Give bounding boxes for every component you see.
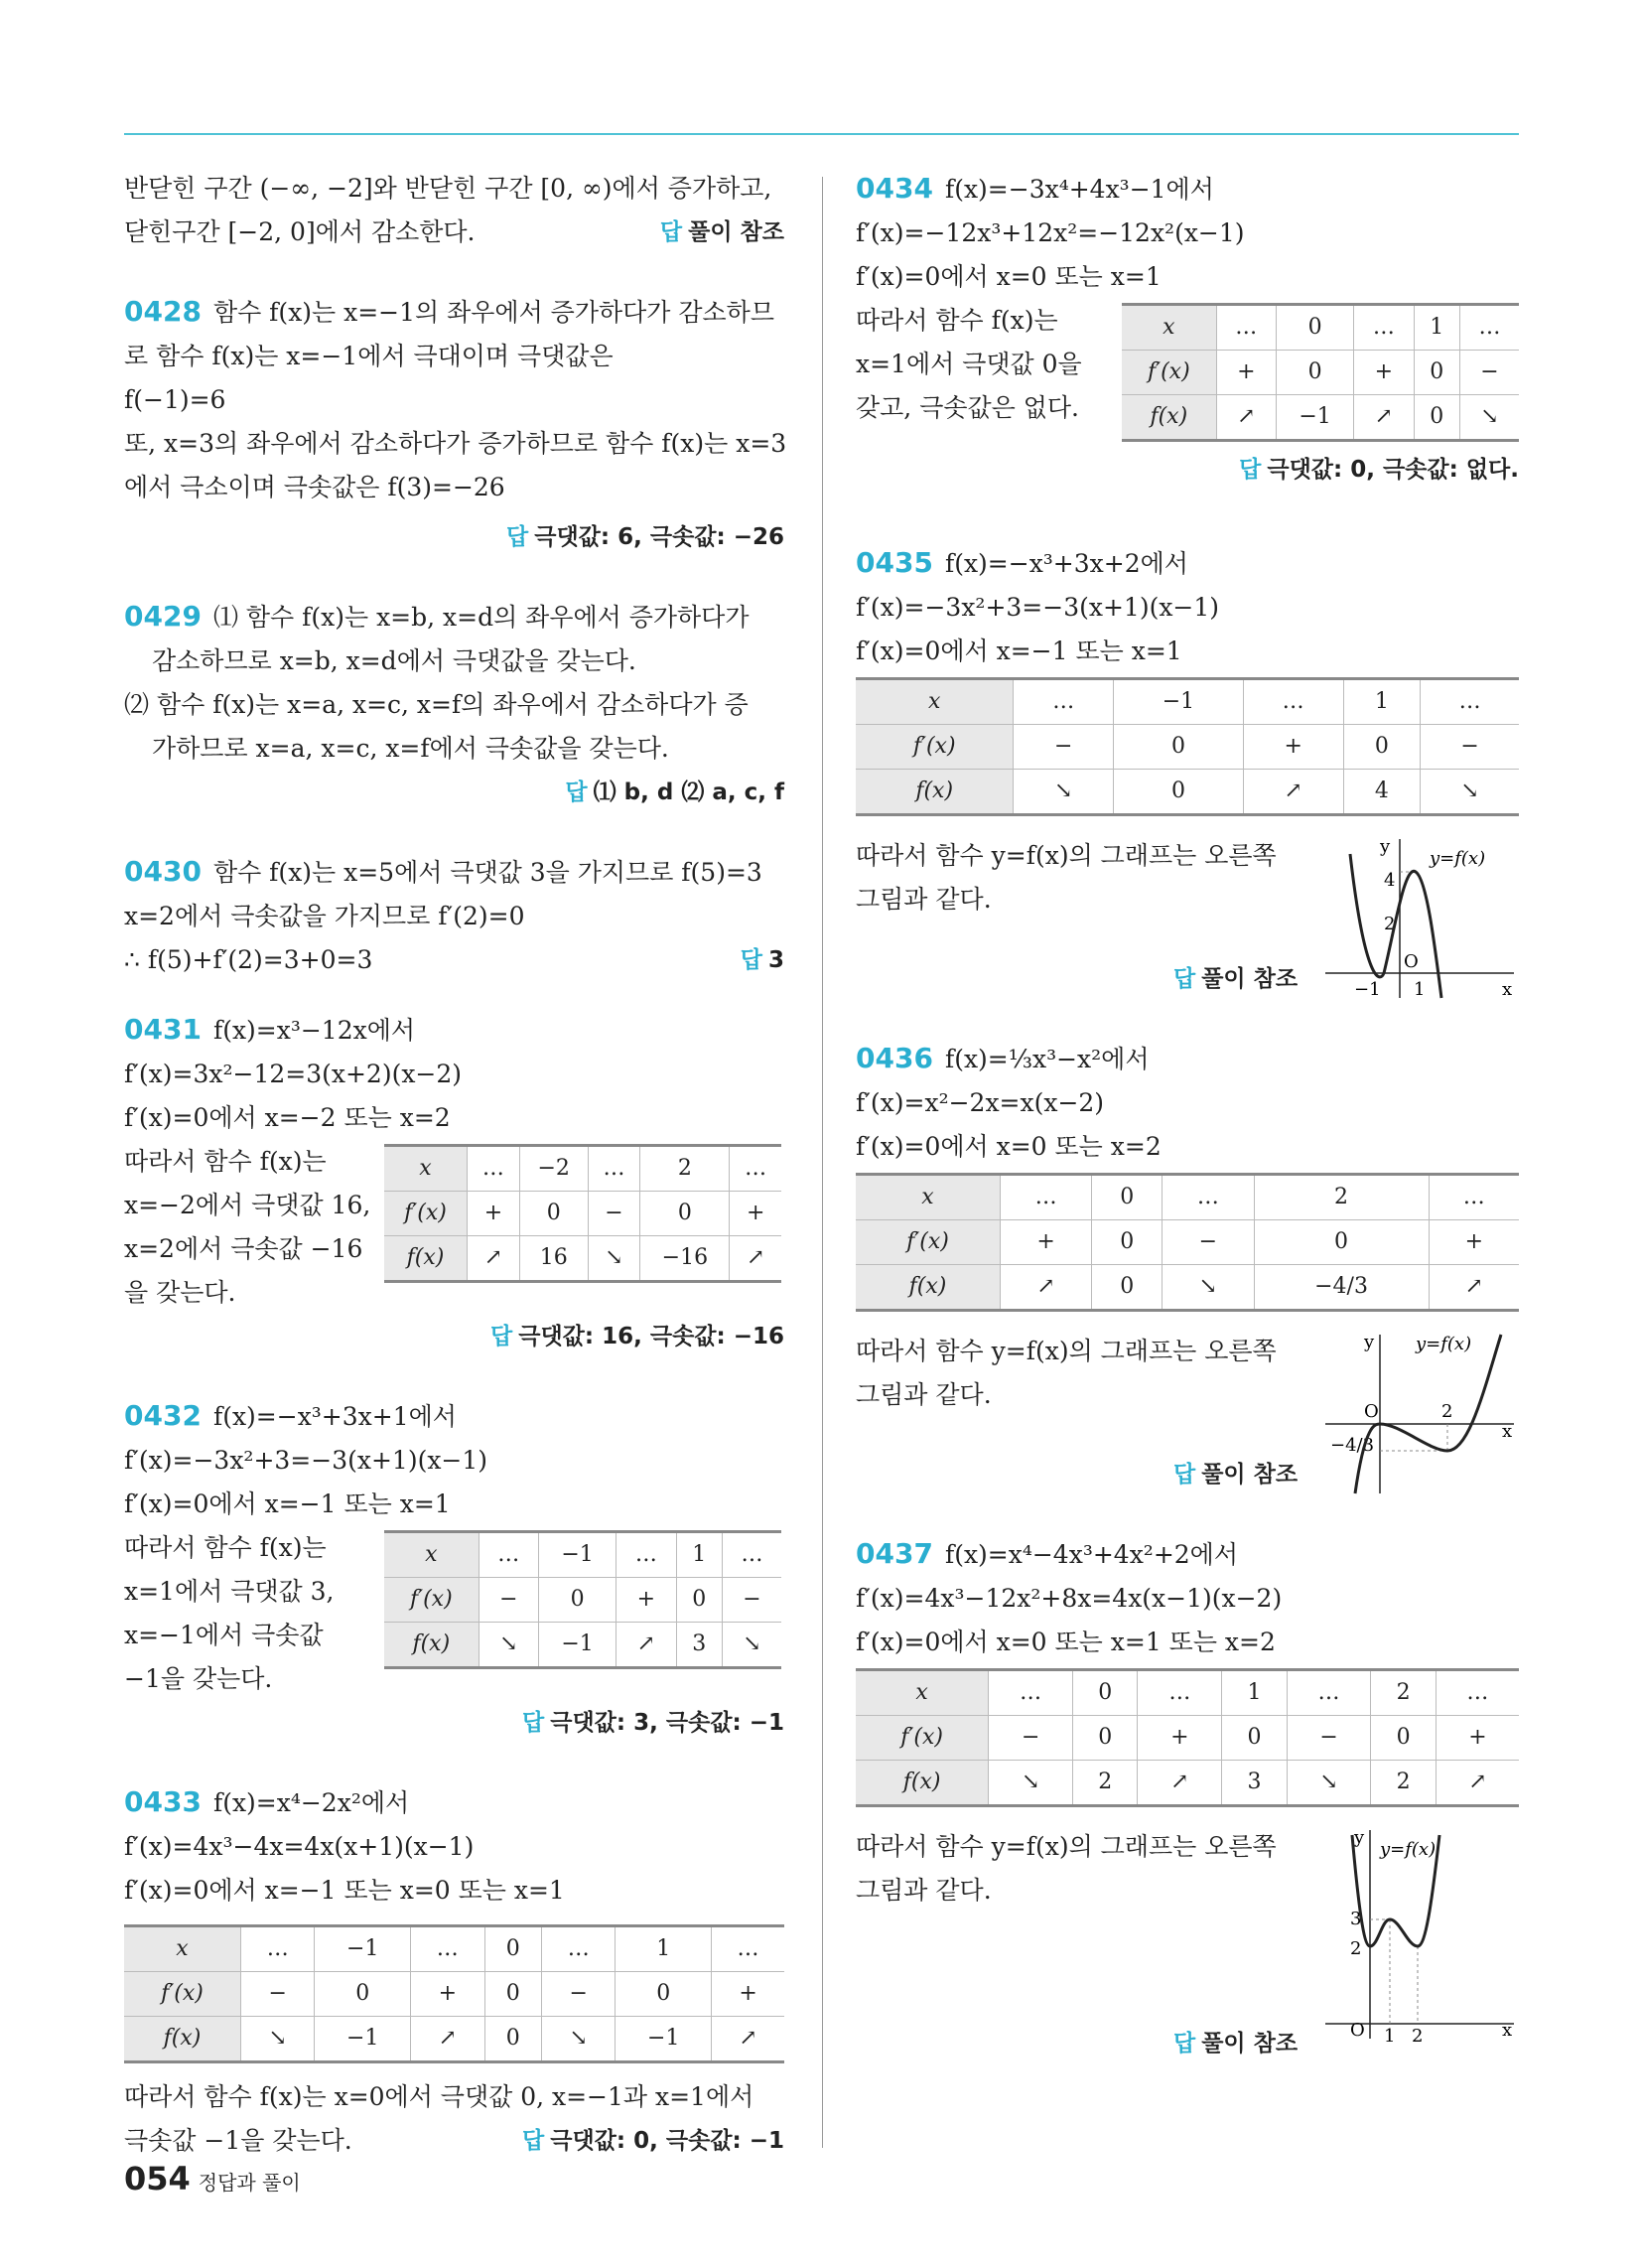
- table-cell: 2: [1371, 1761, 1436, 1806]
- table-cell: −16: [640, 1236, 730, 1282]
- answer: 답 풀이 참조: [659, 219, 784, 245]
- table-cell: …: [1000, 1175, 1091, 1220]
- table-cell: 16: [519, 1236, 588, 1282]
- svg-text:O: O: [1404, 951, 1419, 972]
- table-cell: +: [1436, 1716, 1519, 1761]
- table-row: [856, 1716, 1519, 1761]
- answer: 답 ⑴ b, d ⑵ a, c, f: [565, 780, 784, 805]
- table-cell: ↘: [1421, 770, 1519, 815]
- table-row: [856, 1175, 1519, 1220]
- table-cell: 0: [1092, 1220, 1163, 1265]
- table-cell: −: [1163, 1220, 1254, 1265]
- table-cell: …: [467, 1146, 519, 1192]
- table-cell: 0: [538, 1578, 616, 1623]
- table-cell: ↗: [1243, 770, 1343, 815]
- table-cell: ↘: [1287, 1761, 1371, 1806]
- intro-line: 닫힌구간 [−2, 0]에서 감소한다.: [124, 217, 476, 246]
- table-cell: ↘: [989, 1761, 1073, 1806]
- problem-0433: 0433 f(x)=x⁴−2x²에서 f′(x)=4x³−4x=4x(x+1)(x−1) f′(x)=0에서 x=−1 또는 x=0 또는 x=1 x … −1 … 0 … 1 … f′(x) − 0 + 0 − 0 + f(x) ↘ −1 ↗ 0 ↘ −1 ↗ 따라서 함수 f(x)는 x=0에서 극댓값 0, x=−1과 x=1에서 극솟값 −1을 갖는다. 답 극댓값: 0, 극솟값: −1: [124, 1780, 784, 2163]
- table-cell: 2: [1254, 1175, 1429, 1220]
- table-cell: +: [1216, 351, 1276, 395]
- table-cell: 0: [1092, 1175, 1163, 1220]
- svg-text:O: O: [1364, 1401, 1379, 1422]
- table-cell: −: [240, 1972, 314, 2017]
- graph-0435: [1320, 834, 1519, 1003]
- svg-text:y: y: [1354, 1827, 1365, 1848]
- variation-table: [1122, 303, 1519, 442]
- svg-text:O: O: [1350, 2020, 1365, 2041]
- table-row: [124, 2017, 784, 2062]
- graph-0436: [1320, 1330, 1519, 1498]
- variation-table: [384, 1144, 781, 1283]
- table-cell: ↘: [240, 2017, 314, 2062]
- variation-table: [384, 1530, 781, 1669]
- problem-0436: 0436 f(x)=⅓x³−x²에서 f′(x)=x²−2x=x(x−2) f′(x)=0에서 x=0 또는 x=2 x … 0 … 2 … f′(x) + 0 − 0 + f(x) ↗ 0 ↘ −4/3 ↗ 따라서 함수 y=f(x)의 그래프는 오른쪽 그림과 같다. 답 풀이 참조 y x O 2 −4/3 y=f(x): [856, 1037, 1519, 1498]
- table-cell: 0: [1414, 351, 1460, 395]
- table-cell: …: [411, 1926, 484, 1972]
- table-cell: 0: [1276, 305, 1353, 351]
- table-row: [856, 1220, 1519, 1265]
- table-cell: 0: [1092, 1265, 1163, 1311]
- table-cell: +: [616, 1578, 676, 1623]
- table-cell: f′(x): [124, 1972, 240, 2017]
- svg-text:y: y: [1380, 836, 1391, 857]
- intro-line: 반닫힌 구간 (−∞, −2]와 반닫힌 구간 [0, ∞)에서 증가하고,: [124, 174, 772, 203]
- table-cell: −: [1014, 725, 1114, 770]
- svg-text:2: 2: [1441, 1401, 1453, 1422]
- table-cell: 0: [676, 1578, 723, 1623]
- svg-text:2: 2: [1350, 1938, 1362, 1959]
- table-cell: …: [723, 1532, 781, 1578]
- table-cell: f(x): [856, 1265, 1000, 1311]
- table-cell: 0: [1114, 770, 1244, 815]
- table-cell: 0: [484, 1972, 541, 2017]
- table-cell: x: [124, 1926, 240, 1972]
- variation-table: [124, 1924, 784, 2063]
- table-row: [124, 1926, 784, 1972]
- table-cell: ↘: [541, 2017, 615, 2062]
- table-cell: x: [384, 1146, 467, 1192]
- table-cell: +: [1138, 1716, 1222, 1761]
- table-cell: f′(x): [856, 1716, 989, 1761]
- table-cell: ↗: [411, 2017, 484, 2062]
- svg-text:y: y: [1364, 1332, 1375, 1352]
- table-cell: 0: [484, 2017, 541, 2062]
- table-cell: 1: [1222, 1670, 1287, 1716]
- answer: 답 풀이 참조: [1173, 966, 1299, 992]
- answer: 답 풀이 참조: [1173, 2031, 1299, 2056]
- table-cell: −: [989, 1716, 1073, 1761]
- table-row: [856, 770, 1519, 815]
- table-cell: x: [1122, 305, 1216, 351]
- table-cell: ↘: [723, 1623, 781, 1668]
- problem-0428: 0428 함수 f(x)는 x=−1의 좌우에서 증가하다가 감소하므 로 함수 f(x)는 x=−1에서 극대이며 극댓값은 f(−1)=6 또, x=3의 좌우에서 감소하다가 증가하므로 함수 f(x)는 x=3 에서 극소이며 극솟값은 f(3)=−26 답 극댓값: 6, 극솟값: −26: [124, 290, 784, 559]
- svg-text:−1: −1: [1354, 979, 1381, 1000]
- svg-text:1: 1: [1384, 2026, 1396, 2044]
- table-cell: −1: [1276, 395, 1353, 441]
- table-cell: ↘: [1460, 395, 1519, 441]
- table-cell: 0: [315, 1972, 411, 2017]
- answer: 답 극댓값: 6, 극솟값: −26: [506, 524, 784, 550]
- table-cell: …: [1460, 305, 1519, 351]
- table-row: [856, 725, 1519, 770]
- variation-table: [856, 1173, 1519, 1312]
- page-label: 정답과 풀이: [198, 2171, 301, 2195]
- table-cell: ↗: [1429, 1265, 1519, 1311]
- table-cell: f(x): [124, 2017, 240, 2062]
- column-divider: [822, 177, 823, 2148]
- table-cell: +: [1000, 1220, 1091, 1265]
- table-cell: ↘: [588, 1236, 640, 1282]
- table-cell: f(x): [856, 770, 1014, 815]
- table-cell: 1: [676, 1532, 723, 1578]
- table-cell: 1: [1343, 679, 1421, 725]
- answer: 답 3: [740, 947, 784, 973]
- answer: 답 극댓값: 0, 극솟값: 없다.: [1239, 457, 1519, 483]
- table-cell: −: [479, 1578, 538, 1623]
- table-cell: −2: [519, 1146, 588, 1192]
- right-column: [856, 167, 1519, 2065]
- table-cell: f′(x): [384, 1192, 467, 1236]
- page-number: 054: [124, 2160, 191, 2197]
- table-cell: ↗: [712, 2017, 784, 2062]
- svg-text:2: 2: [1412, 2026, 1424, 2044]
- table-cell: 0: [616, 1972, 712, 2017]
- table-cell: 0: [1222, 1716, 1287, 1761]
- table-row: [1122, 305, 1519, 351]
- table-cell: −1: [538, 1532, 616, 1578]
- table-cell: 1: [1414, 305, 1460, 351]
- table-cell: −1: [616, 2017, 712, 2062]
- table-cell: 0: [1114, 725, 1244, 770]
- table-cell: ↗: [467, 1236, 519, 1282]
- table-cell: −1: [538, 1623, 616, 1668]
- table-cell: …: [588, 1146, 640, 1192]
- table-cell: −: [723, 1578, 781, 1623]
- table-cell: ↗: [730, 1236, 781, 1282]
- table-cell: +: [1243, 725, 1343, 770]
- table-cell: −: [1460, 351, 1519, 395]
- table-cell: 0: [640, 1192, 730, 1236]
- table-cell: −1: [1114, 679, 1244, 725]
- problem-0429: 0429 ⑴ 함수 f(x)는 x=b, x=d의 좌우에서 증가하다가 감소하므로 x=b, x=d에서 극댓값을 갖는다. ⑵ 함수 f(x)는 x=a, x=c, x=f의 좌우에서 감소하다가 증 가하므로 x=a, x=c, x=f에서 극솟값을 갖는다. 답 ⑴ b, d ⑵ a, c, f: [124, 595, 784, 814]
- svg-text:3: 3: [1350, 1909, 1362, 1929]
- table-cell: +: [730, 1192, 781, 1236]
- svg-text:4: 4: [1384, 870, 1396, 891]
- answer: 답 극댓값: 0, 극솟값: −1: [522, 2128, 784, 2154]
- table-cell: ↗: [1436, 1761, 1519, 1806]
- table-cell: 1: [616, 1926, 712, 1972]
- table-cell: ↘: [1014, 770, 1114, 815]
- svg-text:x: x: [1502, 1421, 1513, 1442]
- svg-text:1: 1: [1414, 979, 1426, 1000]
- table-cell: ↗: [616, 1623, 676, 1668]
- table-cell: 0: [1343, 725, 1421, 770]
- table-cell: 0: [1073, 1716, 1138, 1761]
- table-cell: …: [1163, 1175, 1254, 1220]
- svg-text:y=f(x): y=f(x): [1416, 1334, 1472, 1354]
- table-cell: ↗: [1354, 395, 1414, 441]
- graph-0437: [1320, 1825, 1519, 2044]
- table-cell: f(x): [384, 1623, 479, 1668]
- table-cell: f′(x): [856, 1220, 1000, 1265]
- table-row: [384, 1578, 781, 1623]
- table-cell: 2: [1073, 1761, 1138, 1806]
- table-row: [384, 1146, 781, 1192]
- table-cell: …: [1354, 305, 1414, 351]
- table-cell: −: [541, 1972, 615, 2017]
- problem-0437: 0437 f(x)=x⁴−4x³+4x²+2에서 f′(x)=4x³−12x²+8x=4x(x−1)(x−2) f′(x)=0에서 x=0 또는 x=1 또는 x=2 x … 0 … 1 … 2 … f′(x) − 0 + 0 − 0 + f(x) ↘ 2 ↗ 3 ↘ 2 ↗ 따라서 함수 y=f(x)의 그래프는 오른쪽 그림과 같다. 답 풀이 참조 y x O 1 2 3 2 y=f(x): [856, 1532, 1519, 2065]
- table-cell: ↗: [1138, 1761, 1222, 1806]
- table-cell: f′(x): [856, 725, 1014, 770]
- table-row: [124, 1972, 784, 2017]
- table-row: [856, 1761, 1519, 1806]
- table-cell: x: [384, 1532, 479, 1578]
- problem-0434: 0434 f(x)=−3x⁴+4x³−1에서 f′(x)=−12x³+12x²=−12x²(x−1) f′(x)=0에서 x=0 또는 x=1 따라서 함수 f(x)는 x=1에서 극댓값 0을 갖고, 극솟값은 없다. x … 0 … 1 … f′(x) + 0 + 0 − f(x) ↗ −1 ↗ 0 ↘ 답 극댓값: 0, 극솟값: 없다.: [856, 167, 1519, 492]
- table-cell: …: [1243, 679, 1343, 725]
- table-cell: 0: [484, 1926, 541, 1972]
- svg-text:y=f(x): y=f(x): [1380, 1839, 1437, 1860]
- table-cell: f(x): [1122, 395, 1216, 441]
- problem-0435: 0435 f(x)=−x³+3x+2에서 f′(x)=−3x²+3=−3(x+1)(x−1) f′(x)=0에서 x=−1 또는 x=1 x … −1 … 1 … f′(x) − 0 + 0 − f(x) ↘ 0 ↗ 4 ↘ 따라서 함수 y=f(x)의 그래프는 오른쪽 그림과 같다. 답 풀이 참조 y x 4 2 O −1 1 y=f(x): [856, 541, 1519, 1003]
- svg-text:2: 2: [1384, 914, 1396, 934]
- table-cell: …: [1138, 1670, 1222, 1716]
- table-cell: 4: [1343, 770, 1421, 815]
- table-cell: x: [856, 1175, 1000, 1220]
- answer: 답 극댓값: 16, 극솟값: −16: [490, 1324, 784, 1349]
- table-cell: …: [616, 1532, 676, 1578]
- table-cell: …: [1287, 1670, 1371, 1716]
- table-cell: f(x): [856, 1761, 989, 1806]
- table-row: [856, 679, 1519, 725]
- table-cell: …: [1429, 1175, 1519, 1220]
- variation-table: [856, 677, 1519, 816]
- svg-text:x: x: [1502, 979, 1513, 1000]
- table-row: [856, 1265, 1519, 1311]
- table-cell: x: [856, 679, 1014, 725]
- table-cell: ↘: [479, 1623, 538, 1668]
- table-cell: …: [730, 1146, 781, 1192]
- table-cell: x: [856, 1670, 989, 1716]
- table-cell: …: [1014, 679, 1114, 725]
- answer: 답 풀이 참조: [1173, 1462, 1299, 1488]
- table-cell: −: [1421, 725, 1519, 770]
- table-cell: −1: [315, 1926, 411, 1972]
- table-cell: 2: [640, 1146, 730, 1192]
- table-cell: …: [712, 1926, 784, 1972]
- table-cell: +: [1354, 351, 1414, 395]
- table-row: [384, 1623, 781, 1668]
- page-footer: [124, 2160, 301, 2197]
- table-cell: …: [1421, 679, 1519, 725]
- table-cell: …: [1216, 305, 1276, 351]
- table-cell: −: [588, 1192, 640, 1236]
- left-column: [124, 167, 787, 2163]
- variation-table: [856, 1668, 1519, 1807]
- table-cell: 0: [1371, 1716, 1436, 1761]
- table-cell: ↗: [1216, 395, 1276, 441]
- table-cell: −1: [315, 2017, 411, 2062]
- table-cell: …: [240, 1926, 314, 1972]
- table-cell: 0: [1414, 395, 1460, 441]
- problem-0431: 0431 f(x)=x³−12x에서 f′(x)=3x²−12=3(x+2)(x−2) f′(x)=0에서 x=−2 또는 x=2 따라서 함수 f(x)는 x=−2에서 극댓값 16, x=2에서 극솟값 −16 을 갖는다. x … −2 … 2 … f′(x) + 0 − 0 + f(x) ↗ 16 ↘ −16 ↗ 답 극댓값: 16, 극솟값: −16: [124, 1008, 784, 1358]
- table-row: [384, 1192, 781, 1236]
- table-cell: +: [467, 1192, 519, 1236]
- table-cell: 0: [1073, 1670, 1138, 1716]
- table-cell: …: [541, 1926, 615, 1972]
- table-cell: −: [1287, 1716, 1371, 1761]
- table-cell: +: [1429, 1220, 1519, 1265]
- table-cell: 0: [519, 1192, 588, 1236]
- table-row: [384, 1236, 781, 1282]
- table-cell: 3: [676, 1623, 723, 1668]
- svg-text:x: x: [1502, 2020, 1513, 2041]
- table-cell: +: [411, 1972, 484, 2017]
- table-cell: f(x): [384, 1236, 467, 1282]
- table-cell: 0: [1276, 351, 1353, 395]
- table-cell: +: [712, 1972, 784, 2017]
- table-row: [1122, 395, 1519, 441]
- table-cell: ↗: [1000, 1265, 1091, 1311]
- problem-0432: 0432 f(x)=−x³+3x+1에서 f′(x)=−3x²+3=−3(x+1)(x−1) f′(x)=0에서 x=−1 또는 x=1 따라서 함수 f(x)는 x=1에서 극댓값 3, x=−1에서 극솟값 −1을 갖는다. x … −1 … 1 … f′(x) − 0 + 0 − f(x) ↘ −1 ↗ 3 ↘ 답 극댓값: 3, 극솟값: −1: [124, 1394, 784, 1745]
- table-cell: 0: [1254, 1220, 1429, 1265]
- answer: 답 극댓값: 3, 극솟값: −1: [522, 1710, 784, 1736]
- table-row: [856, 1670, 1519, 1716]
- table-cell: 2: [1371, 1670, 1436, 1716]
- table-cell: f′(x): [384, 1578, 479, 1623]
- problem-0430: 0430 함수 f(x)는 x=5에서 극댓값 3을 가지므로 f(5)=3 x=2에서 극솟값을 가지므로 f′(2)=0 ∴ f(5)+f′(2)=3+0=3 답 3: [124, 850, 784, 982]
- table-cell: f′(x): [1122, 351, 1216, 395]
- svg-text:y=f(x): y=f(x): [1430, 848, 1486, 869]
- table-cell: …: [479, 1532, 538, 1578]
- table-row: [1122, 351, 1519, 395]
- table-cell: ↘: [1163, 1265, 1254, 1311]
- table-row: [384, 1532, 781, 1578]
- table-cell: …: [989, 1670, 1073, 1716]
- table-cell: …: [1436, 1670, 1519, 1716]
- top-rule: [124, 133, 1519, 135]
- table-cell: −4/3: [1254, 1265, 1429, 1311]
- svg-text:−4/3: −4/3: [1330, 1435, 1375, 1456]
- table-cell: 3: [1222, 1761, 1287, 1806]
